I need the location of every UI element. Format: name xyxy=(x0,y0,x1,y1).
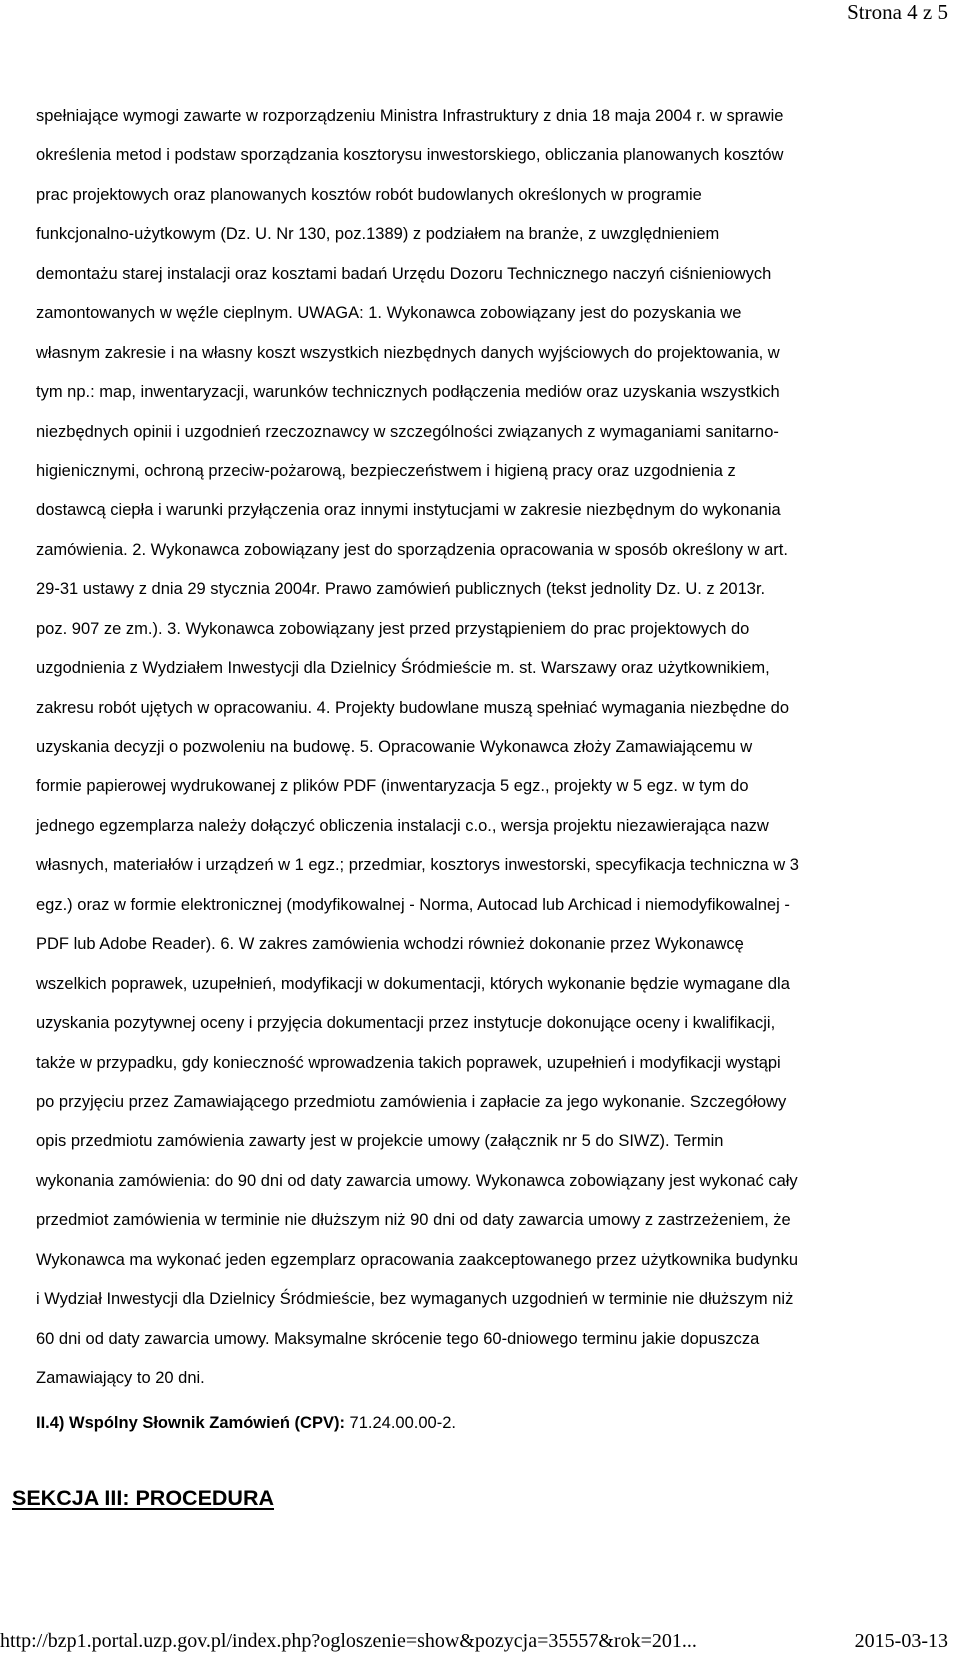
text-line: wszelkich poprawek, uzupełnień, modyfikacji w dokumentacji, których wykonanie będzie wymagane dla xyxy=(36,974,790,993)
text-line: uzgodnienia z Wydziałem Inwestycji dla Dzielnicy Śródmieście m. st. Warszawy oraz użytkownikiem, xyxy=(36,659,770,678)
text-line: własnym zakresie i na własny koszt wszystkich niezbędnych danych wyjściowych do projektowania, w xyxy=(36,343,780,362)
text-line: funkcjonalno-użytkowym (Dz. U. Nr 130, poz.1389) z podziałem na branże, z uwzględnieniem xyxy=(36,225,720,244)
text-line: i Wydział Inwestycji dla Dzielnicy Śródmieście, bez wymaganych uzgodnień w terminie nie dłuższym niż xyxy=(36,1290,794,1309)
cpv-line xyxy=(36,1412,456,1434)
text-line: zakresu robót ujętych w opracowaniu. 4. Projekty budowlane muszą spełniać wymagania niezbędne do xyxy=(36,698,790,717)
text-line: po przyjęciu przez Zamawiającego przedmiotu zamówienia i zapłacie za jego wykonanie. Szczegółowy xyxy=(36,1092,787,1111)
text-line: formie papierowej wydrukowanej z plików PDF (inwentaryzacja 5 egz., projekty w 5 egz. w tym do xyxy=(36,777,749,796)
text-line: także w przypadku, gdy konieczność wprowadzenia takich poprawek, uzupełnień i modyfikacji wystąpi xyxy=(36,1053,781,1072)
text-line: spełniające wymogi zawarte w rozporządzeniu Ministra Infrastruktury z dnia 18 maja 2004 r. w sprawie xyxy=(36,107,784,125)
text-line: 60 dni od daty zawarcia umowy. Maksymalne skrócenie tego 60-dniowego terminu jakie dopuszcza xyxy=(36,1329,760,1348)
text-line: dostawcą ciepła i warunki przyłączenia oraz innymi instytucjami w zakresie niezbędnym do wykonania xyxy=(36,501,781,520)
text-line: demontażu starej instalacji oraz kosztami badań Urzędu Dozoru Technicznego naczyń ciśnieniowych xyxy=(36,264,772,283)
text-line: określenia metod i podstaw sporządzania kosztorysu inwestorskiego, obliczania planowanych kosztów xyxy=(36,146,784,165)
text-line: higienicznymi, ochroną przeciw-pożarową, bezpieczeństwem i higieną pracy oraz uzgodnienia z xyxy=(36,461,736,480)
section-heading: SEKCJA III: PROCEDURA xyxy=(12,1486,275,1510)
text-line: niezbędnych opinii i uzgodnień rzeczoznawcy w szczególności związanych z wymaganiami sanitarno- xyxy=(36,422,779,441)
text-line: własnych, materiałów i urządzeń w 1 egz.; przedmiar, kosztorys inwestorski, specyfikacja techniczna w 3 xyxy=(36,856,799,875)
page-number: Strona 4 z 5 xyxy=(847,0,948,24)
text-line: tym np.: map, inwentaryzacji, warunków technicznych podłączenia mediów oraz uzyskania wszystkich xyxy=(36,383,780,402)
text-line: 29-31 ustawy z dnia 29 stycznia 2004r. Prawo zamówień publicznych (tekst jednolity Dz. U. z 2013r. xyxy=(36,580,766,599)
text-line: prac projektowych oraz planowanych kosztów robót budowlanych określonych w programie xyxy=(36,185,702,204)
text-line: Wykonawca ma wykonać jeden egzemplarz opracowania zaakceptowanego przez użytkownika budynku xyxy=(36,1250,799,1269)
text-line: egz.) oraz w formie elektronicznej (modyfikowalnej - Norma, Autocad lub Archicad i niemodyfikowalnej - xyxy=(36,895,790,914)
cpv-value: 71.24.00.00-2. xyxy=(344,1414,456,1432)
text-line: zamontowanych w węźle cieplnym. UWAGA: 1. Wykonawca zobowiązany jest do pozyskania we xyxy=(36,304,742,323)
footer-date: 2015-03-13 xyxy=(854,1630,948,1652)
footer-url[interactable]: http://bzp1.portal.uzp.gov.pl/index.php?ogloszenie=show&pozycja=35557&rok=201... xyxy=(0,1630,697,1652)
text-line: Zamawiający to 20 dni. xyxy=(36,1369,205,1387)
text-line: poz. 907 ze zm.). 3. Wykonawca zobowiązany jest przed przystąpieniem do prac projektowych do xyxy=(36,619,750,638)
text-line: przedmiot zamówienia w terminie nie dłuższym niż 90 dni od daty zawarcia umowy z zastrzeżeniem, że xyxy=(36,1211,791,1230)
cpv-label: II.4) Wspólny Słownik Zamówień (CPV): xyxy=(36,1414,345,1432)
body-text xyxy=(36,105,960,1406)
text-line: wykonania zamówienia: do 90 dni od daty zawarcia umowy. Wykonawca zobowiązany jest wykonać cały xyxy=(36,1171,798,1190)
text-line: uzyskania decyzji o pozwoleniu na budowę. 5. Opracowanie Wykonawca złoży Zamawiającemu w xyxy=(36,738,753,756)
text-line: opis przedmiotu zamówienia zawarty jest w projekcie umowy (załącznik nr 5 do SIWZ). Termin xyxy=(36,1132,724,1151)
text-line: uzyskania pozytywnej oceny i przyjęcia dokumentacji przez instytucje dokonujące oceny i kwalifikacji, xyxy=(36,1014,776,1033)
text-line: zamówienia. 2. Wykonawca zobowiązany jest do sporządzenia opracowania w sposób określony w art. xyxy=(36,540,788,559)
text-line: jednego egzemplarza należy dołączyć obliczenia instalacji c.o., wersja projektu niezawierająca nazw xyxy=(36,816,769,835)
text-line: PDF lub Adobe Reader). 6. W zakres zamówienia wchodzi również dokonanie przez Wykonawcę xyxy=(36,935,744,954)
